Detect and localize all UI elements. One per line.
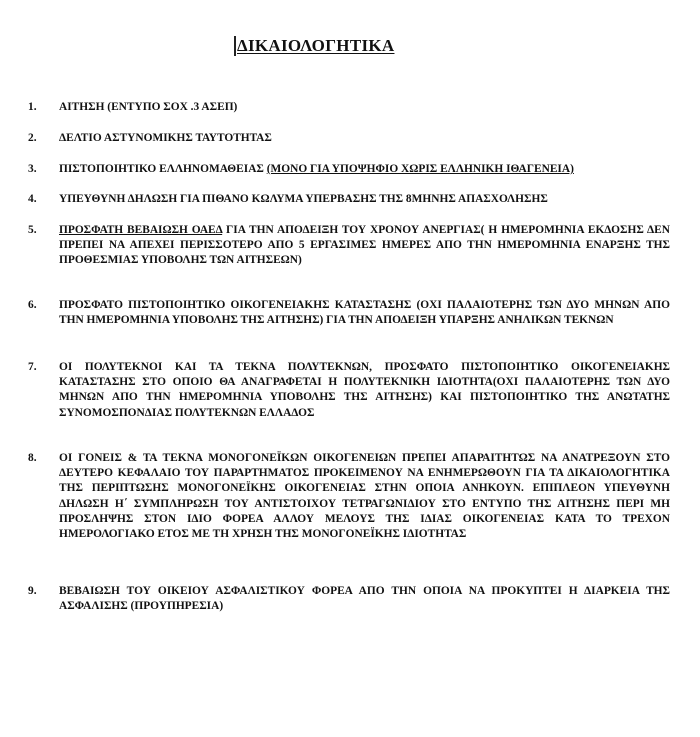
item-number: 4.: [28, 193, 37, 205]
list-item-3: [28, 162, 670, 177]
list-item-1: [28, 100, 670, 115]
list-item-4: [28, 192, 670, 207]
list-item-9: [28, 584, 670, 614]
item-text-wrapper: [59, 162, 670, 177]
item-number: 9.: [28, 585, 37, 597]
item-number: 1.: [28, 101, 37, 113]
item-number: 2.: [28, 132, 37, 144]
item-number: 8.: [28, 452, 37, 464]
item-number: 5.: [28, 224, 37, 236]
list-item-8: [28, 451, 670, 542]
document-title: ΔΙΚΑΙΟΛΟΓΗΤΙΚΑ: [234, 36, 394, 56]
item-text: ΒΕΒΑΙΩΣΗ ΤΟΥ ΟΙΚΕΙΟΥ ΑΣΦΑΛΙΣΤΙΚΟΥ ΦΟΡΕΑ ΑΠΟ ΤΗΝ ΟΠΟΙΑ ΝΑ ΠΡΟΚΥΠΤΕΙ Η ΔΙΑΡΚΕΙΑ ΤΗΣ ΑΣΦΑΛΙΣΗΣ (ΠΡΟΥΠΗΡΕΣΙΑ): [59, 585, 670, 613]
list-item-5: [28, 223, 670, 269]
item-text: ΥΠΕΥΘΥΝΗ ΔΗΛΩΣΗ ΓΙΑ ΠΙΘΑΝΟ ΚΩΛΥΜΑ ΥΠΕΡΒΑΣΗΣ ΤΗΣ 8ΜΗΝΗΣ ΑΠΑΣΧΟΛΗΣΗΣ: [59, 193, 548, 205]
item-text: ΑΙΤΗΣΗ (ΕΝΤΥΠΟ ΣΟΧ .3 ΑΣΕΠ): [59, 101, 238, 113]
list-item-2: [28, 131, 670, 146]
item-text: ΠΙΣΤΟΠΟΙΗΤΙΚΟ ΕΛΛΗΝΟΜΑΘΕΙΑΣ: [59, 163, 267, 175]
list-item-6: [28, 298, 670, 328]
item-number: 7.: [28, 361, 37, 373]
item-text: ΠΡΟΣΦΑΤΟ ΠΙΣΤΟΠΟΙΗΤΙΚΟ ΟΙΚΟΓΕΝΕΙΑΚΗΣ ΚΑΤΑΣΤΑΣΗΣ (ΟΧΙ ΠΑΛΑΙΟΤΕΡΗΣ ΤΩΝ ΔΥΟ ΜΗΝΩΝ ΑΠΟ ΤΗΝ ΗΜΕΡΟΜΗΝΙΑ ΥΠΟΒΟΛΗΣ ΤΗΣ ΑΙΤΗΣΗΣ) ΓΙΑ ΤΗΝ ΑΠΟΔΕΙΞΗ ΥΠΑΡΞΗΣ ΑΝΗΛΙΚΩΝ ΤΕΚΝΩΝ: [59, 299, 670, 327]
item-text: ΓΙΑ ΤΗΝ ΑΠΟΔΕΙΞΗ ΤΟΥ ΧΡΟΝΟΥ ΑΝΕΡΓΙΑΣ( Η ΗΜΕΡΟΜΗΝΙΑ ΕΚΔΟΣΗΣ ΔΕΝ ΠΡΕΠΕΙ ΝΑ ΑΠΕΧΕΙ ΠΕΡΙΣΣΟΤΕΡΟ ΑΠΟ 5 ΕΡΓΑΣΙΜΕΣ ΗΜΕΡΕΣ ΑΠΟ ΤΗΝ ΗΜΕΡΟΜΗΝΙΑ ΕΝΑΡΞΗΣ ΤΗΣ ΠΡΟΘΕΣΜΙΑΣ ΥΠΟΒΟΛΗΣ ΤΩΝ ΑΙΤΗΣΕΩΝ): [59, 224, 671, 267]
item-text: ΟΙ ΠΟΛΥΤΕΚΝΟΙ ΚΑΙ ΤΑ ΤΕΚΝΑ ΠΟΛΥΤΕΚΝΩΝ, ΠΡΟΣΦΑΤΟ ΠΙΣΤΟΠΟΙΗΤΙΚΟ ΟΙΚΟΓΕΝΕΙΑΚΗΣ ΚΑΤΑΣΤΑΣΗΣ ΣΤΟ ΟΠΟΙΟ ΘΑ ΑΝΑΓΡΑΦΕΤΑΙ Η ΠΟΛΥΤΕΚΝΙΚΗ ΙΔΙΟΤΗΤΑ(ΟΧΙ ΠΑΛΑΙΟΤΕΡΗΣ ΤΩΝ ΔΥΟ ΜΗΝΩΝ ΑΠΟ ΤΗΝ ΗΜΕΡΟΜΗΝΙΑ ΥΠΟΒΟΛΗΣ ΤΗΣ ΑΙΤΗΣΗΣ) ΚΑΙ ΠΙΣΤΟΠΟΙΗΤΙΚΟ ΤΗΣ ΑΝΩΤΑΤΗΣ ΣΥΝΟΜΟΣΠΟΝΔΙΑΣ ΠΟΛΥΤΕΚΝΩΝ ΕΛΛΑΔΟΣ: [59, 361, 670, 419]
item-text: ΟΙ ΓΟΝΕΙΣ & ΤΑ ΤΕΚΝΑ ΜΟΝΟΓΟΝΕΪΚΩΝ ΟΙΚΟΓΕΝΕΙΩΝ ΠΡΕΠΕΙ ΑΠΑΡΑΙΤΗΤΩΣ ΝΑ ΑΝΑΤΡΕΞΟΥΝ ΣΤΟ ΔΕΥΤΕΡΟ ΚΕΦΑΛΑΙΟ ΤΟΥ ΠΑΡΑΡΤΗΜΑΤΟΣ ΠΡΟΚΕΙΜΕΝΟΥ ΝΑ ΕΝΗΜΕΡΩΘΟΥΝ ΓΙΑ ΤΑ ΔΙΚΑΙΟΛΟΓΗΤΙΚΑ ΤΗΣ ΠΕΡΙΠΤΩΣΗΣ ΜΟΝΟΓΟΝΕΪΚΗΣ ΟΙΚΟΓΕΝΕΙΑΣ ΣΤΗΝ ΟΠΟΙΑ ΑΝΗΚΟΥΝ. ΕΠΙΠΛΕΟΝ ΥΠΕΥΘΥΝΗ ΔΗΛΩΣΗ Η΄ ΣΥΜΠΛΗΡΩΣΗ ΤΟΥ ΑΝΤΙΣΤΟΙΧΟΥ ΤΕΤΡΑΓΩΝΙΔΙΟΥ ΣΤΟ ΕΝΤΥΠΟ ΤΗΣ ΑΙΤΗΣΗΣ ΠΕΡΙ ΜΗ ΠΡΟΣΛΗΨΗΣ ΣΤΟΝ ΙΔΙΟ ΦΟΡΕΑ ΑΛΛΟΥ ΜΕΛΟΥΣ ΤΗΣ ΙΔΙΑΣ ΟΙΚΟΓΕΝΕΙΑΣ ΚΑΤΑ ΤΟ ΤΡΕΧΟΝ ΗΜΕΡΟΛΟΓΙΑΚΟ ΕΤΟΣ ΜΕ ΤΗ ΧΡΗΣΗ ΤΗΣ ΜΟΝΟΓΟΝΕΪΚΗΣ ΙΔΙΟΤΗΤΑΣ: [59, 452, 670, 541]
item-number: 3.: [28, 163, 37, 175]
item-text: ΔΕΛΤΙΟ ΑΣΤΥΝΟΜΙΚΗΣ ΤΑΥΤΟΤΗΤΑΣ: [59, 132, 272, 144]
item-underlined-note: (ΜΟΝΟ ΓΙΑ ΥΠΟΨΗΦΙΟ ΧΩΡΙΣ ΕΛΛΗΝΙΚΗ ΙΘΑΓΕΝΕΙΑ): [266, 163, 574, 175]
list-item-7: [28, 360, 670, 421]
item-underlined-note: ΠΡΟΣΦΑΤΗ ΒΕΒΑΙΩΣΗ ΟΑΕΔ: [59, 224, 223, 236]
item-number: 6.: [28, 299, 37, 311]
item-text-wrapper: [59, 223, 670, 269]
